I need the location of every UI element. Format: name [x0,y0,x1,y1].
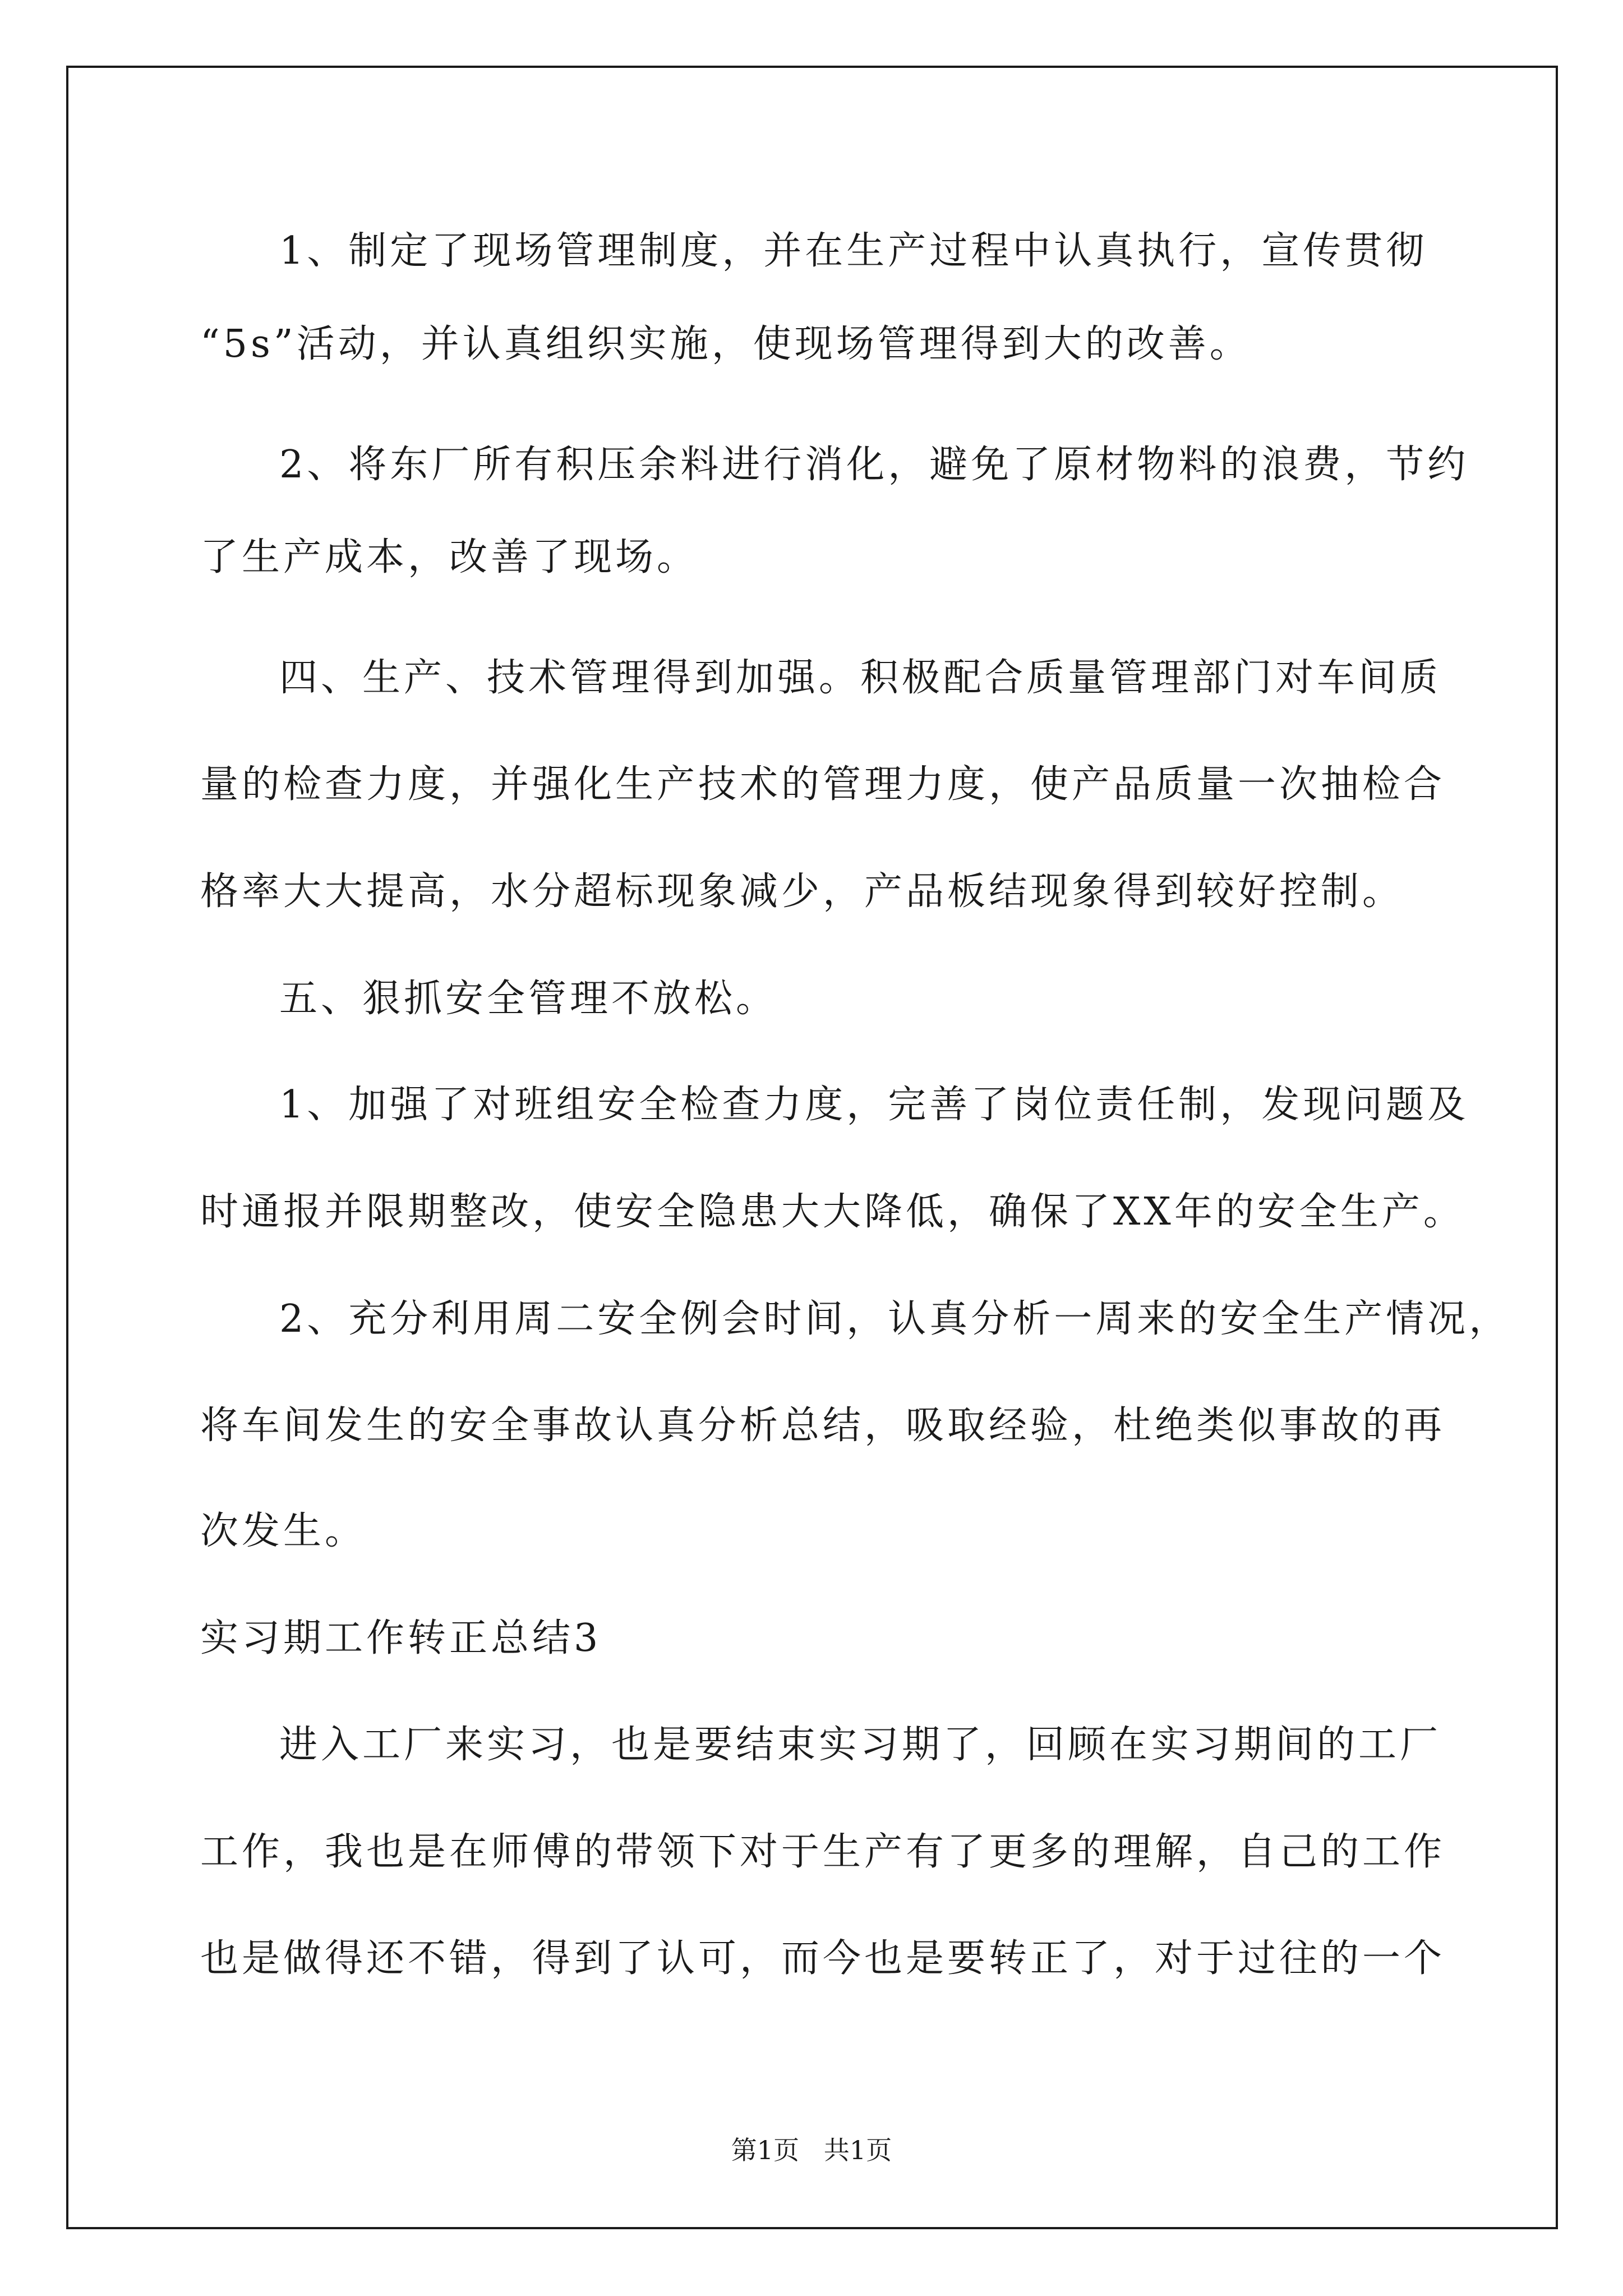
body-text-line: 时通报并限期整改，使安全隐患大大降低，确保了XX年的安全生产。 [200,1190,1465,1234]
body-text-line: “5s”活动，并认真组织实施，使现场管理得到大的改善。 [200,322,1251,366]
body-text-line: 量的检查力度，并强化生产技术的管理力度，使产品质量一次抽检合 [200,762,1446,807]
body-text-line: 也是做得还不错，得到了认可，而今也是要转正了，对于过往的一个 [200,1936,1446,1981]
body-text-line: 1、制定了现场管理制度，并在生产过程中认真执行，宣传贯彻 [279,229,1428,273]
body-text-line: 四、生产、技术管理得到加强。积极配合质量管理部门对车间质 [279,656,1442,700]
body-text-line: 了生产成本，改善了现场。 [200,535,699,579]
page-number-footer: 第1页 共1页 [731,2135,892,2165]
body-text-line: 1、加强了对班组安全检查力度，完善了岗位责任制，发现问题及 [279,1083,1469,1127]
body-text-line: 工作，我也是在师傅的带领下对于生产有了更多的理解，自己的工作 [200,1830,1446,1874]
body-text-line: 进入工厂来实习，也是要结束实习期了，回顾在实习期间的工厂 [279,1723,1442,1767]
body-text-line: 2、充分利用周二安全例会时间，认真分析一周来的安全生产情况， [279,1297,1511,1341]
body-text-line: 五、狠抓安全管理不放松。 [279,977,778,1021]
body-text-line: 2、将东厂所有积压余料进行消化，避免了原材物料的浪费，节约 [279,443,1469,487]
page-border [66,66,1558,2229]
section-heading: 实习期工作转正总结3 [200,1616,602,1660]
body-text-line: 将车间发生的安全事故认真分析总结，吸取经验，杜绝类似事故的再 [200,1404,1446,1448]
body-text-line: 格率大大提高，水分超标现象减少，产品板结现象得到较好控制。 [200,869,1404,914]
body-text-line: 次发生。 [200,1509,367,1553]
